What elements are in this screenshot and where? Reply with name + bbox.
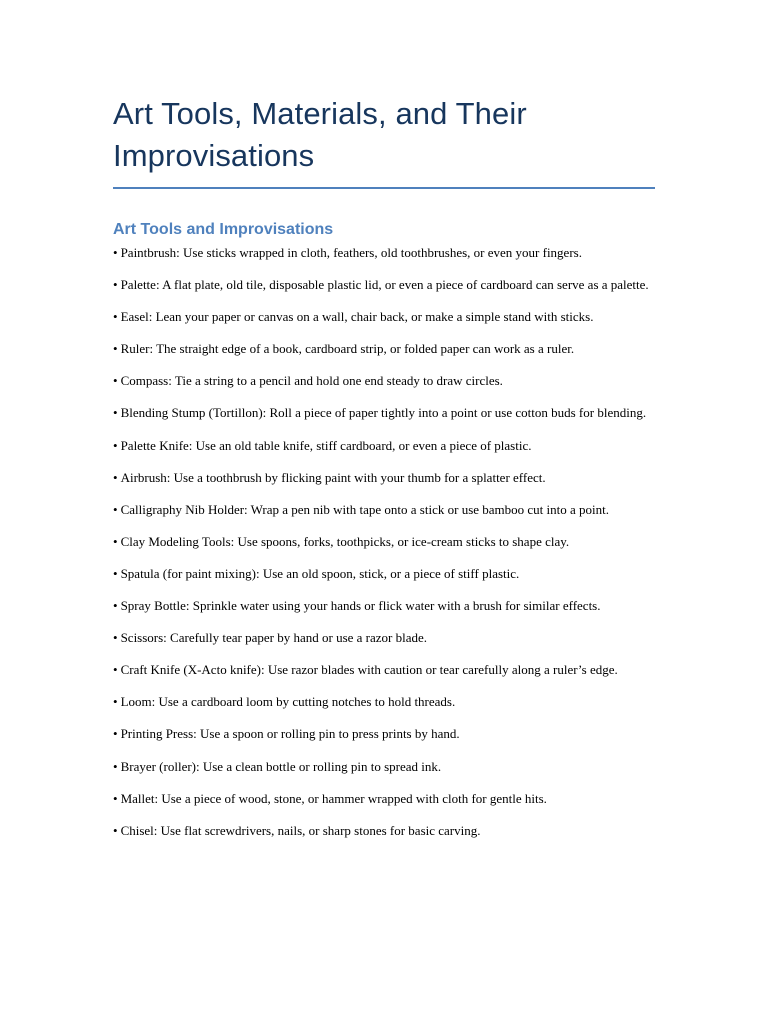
bullet-marker: •	[113, 565, 118, 581]
list-item	[113, 243, 655, 263]
list-item-text: Scissors: Carefully tear paper by hand or use a razor blade.	[120, 630, 428, 646]
list-item-text: Chisel: Use flat screwdrivers, nails, or sharp stones for basic carving.	[120, 822, 481, 838]
list-item	[113, 403, 655, 423]
tool-list	[113, 243, 655, 840]
list-item-text: Brayer (roller): Use a clean bottle or rolling pin to spread ink.	[120, 758, 442, 774]
document-title: Art Tools, Materials, and Their Improvisations	[113, 96, 527, 173]
bullet-marker: •	[113, 405, 118, 421]
list-item	[113, 532, 655, 552]
list-item-text: Palette: A flat plate, old tile, disposable plastic lid, or even a piece of cardboard can serve as a palette.	[120, 277, 649, 293]
bullet-marker: •	[113, 309, 118, 325]
bullet-marker: •	[113, 277, 118, 293]
bullet-marker: •	[113, 533, 118, 549]
bullet-marker: •	[113, 790, 118, 806]
bullet-marker: •	[113, 373, 118, 389]
bullet-marker: •	[113, 662, 118, 678]
title-divider	[113, 187, 655, 189]
list-item	[113, 724, 655, 744]
list-item-text: Palette Knife: Use an old table knife, stiff cardboard, or even a piece of plastic.	[120, 437, 532, 453]
list-item-text: Easel: Lean your paper or canvas on a wall, chair back, or make a simple stand with sticks.	[120, 309, 594, 325]
list-item	[113, 339, 655, 359]
list-item	[113, 468, 655, 488]
bullet-marker: •	[113, 245, 118, 260]
list-item	[113, 564, 655, 584]
list-item	[113, 307, 655, 327]
list-item	[113, 692, 655, 712]
list-item	[113, 821, 655, 841]
list-item-text: Spray Bottle: Sprinkle water using your hands or flick water with a brush for similar effects.	[120, 598, 601, 614]
list-item-text: Printing Press: Use a spoon or rolling pin to press prints by hand.	[120, 726, 460, 742]
list-item	[113, 789, 655, 809]
bullet-marker: •	[113, 758, 118, 774]
list-item	[113, 660, 655, 680]
list-item	[113, 275, 655, 295]
list-item-text: Loom: Use a cardboard loom by cutting notches to hold threads.	[120, 694, 456, 710]
list-item-text: Ruler: The straight edge of a book, cardboard strip, or folded paper can work as a ruler.	[120, 341, 575, 357]
list-item-text: Compass: Tie a string to a pencil and hold one end steady to draw circles.	[120, 373, 503, 389]
list-item	[113, 628, 655, 648]
bullet-marker: •	[113, 501, 118, 517]
list-item	[113, 436, 655, 456]
list-item	[113, 500, 655, 520]
list-item-text: Craft Knife (X-Acto knife): Use razor blades with caution or tear carefully along a ruler’s edge.	[120, 662, 618, 678]
list-item	[113, 596, 655, 616]
bullet-marker: •	[113, 630, 118, 646]
list-item	[113, 757, 655, 777]
document-page	[113, 93, 655, 840]
section-art-tools	[113, 219, 655, 840]
list-item	[113, 371, 655, 391]
list-item-text: Blending Stump (Tortillon): Roll a piece of paper tightly into a point or use cotton buds for blending.	[120, 405, 647, 421]
list-item-text: Spatula (for paint mixing): Use an old spoon, stick, or a piece of stiff plastic.	[120, 565, 520, 581]
list-item-text: Paintbrush: Use sticks wrapped in cloth, feathers, old toothbrushes, or even your fingers.	[120, 245, 582, 260]
list-item-text: Mallet: Use a piece of wood, stone, or hammer wrapped with cloth for gentle hits.	[120, 790, 547, 806]
bullet-marker: •	[113, 469, 118, 485]
list-item-text: Clay Modeling Tools: Use spoons, forks, toothpicks, or ice-cream sticks to shape clay.	[120, 533, 570, 549]
bullet-marker: •	[113, 341, 118, 357]
bullet-marker: •	[113, 694, 118, 710]
bullet-marker: •	[113, 437, 118, 453]
list-item-text: Airbrush: Use a toothbrush by flicking paint with your thumb for a splatter effect.	[120, 469, 546, 485]
bullet-marker: •	[113, 822, 118, 838]
bullet-marker: •	[113, 598, 118, 614]
bullet-marker: •	[113, 726, 118, 742]
list-item-text: Calligraphy Nib Holder: Wrap a pen nib with tape onto a stick or use bamboo cut into a point.	[120, 501, 610, 517]
section-heading: Art Tools and Improvisations	[113, 221, 334, 238]
